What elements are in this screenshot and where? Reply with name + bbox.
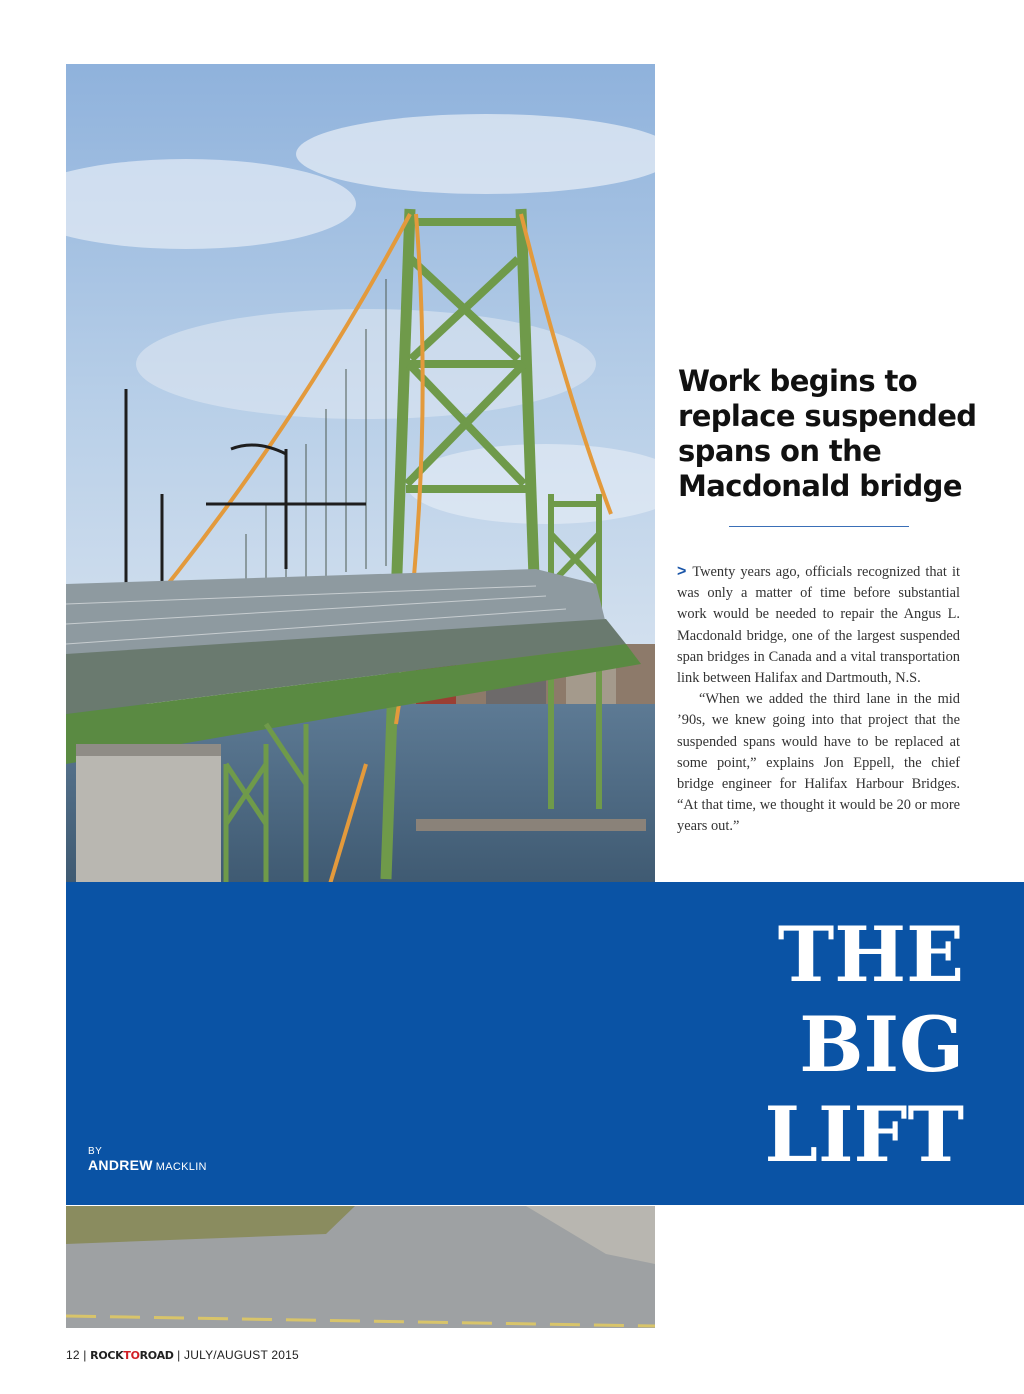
body-paragraph-1 [677, 561, 960, 689]
page-number: 12 [66, 1348, 80, 1362]
feature-title-line-2: BIG [799, 1000, 964, 1089]
feature-title [765, 910, 965, 1180]
body-paragraph-1-text: Twenty years ago, officials recognized that it was only a matter of time before substantial work would be needed to repair the Angus L. Macdonald bridge, one of the largest suspended span bridges in Canada and a vital transportation link between Halifax and Dartmouth, N.S. [677, 564, 960, 687]
title-band [66, 882, 1024, 1205]
body-paragraph-2: “When we added the third lane in the mid ’90s, we knew going into that project that the suspended spans would have to be replaced at some point,” explains Jon Eppell, the chief bridge engineer for Halifax Harbour Bridges. “At that time, we thought it would be 20 or more years out.” [677, 691, 960, 835]
feature-title-line-1: THE [777, 910, 964, 999]
article-headline: Work begins to replace suspended spans on the Macdonald bridge [678, 364, 977, 503]
article-body [677, 561, 960, 838]
headline-divider [729, 526, 909, 527]
brand-part-1: ROCK [90, 1349, 124, 1362]
byline-first-name: ANDREW [88, 1157, 153, 1173]
publication-logo [90, 1349, 173, 1362]
chevron-right-icon: > [677, 563, 687, 580]
byline-label: BY [88, 1146, 103, 1157]
footer-separator: | [177, 1348, 185, 1362]
brand-part-2: TO [123, 1349, 140, 1362]
byline [88, 1146, 207, 1175]
byline-last-name: MACKLIN [155, 1161, 207, 1173]
issue-date: JULY/AUGUST 2015 [184, 1348, 299, 1362]
footer-separator: | [83, 1348, 91, 1362]
page-footer [66, 1348, 299, 1362]
feature-title-line-3: LIFT [764, 1090, 964, 1179]
brand-part-3: ROAD [139, 1349, 174, 1362]
